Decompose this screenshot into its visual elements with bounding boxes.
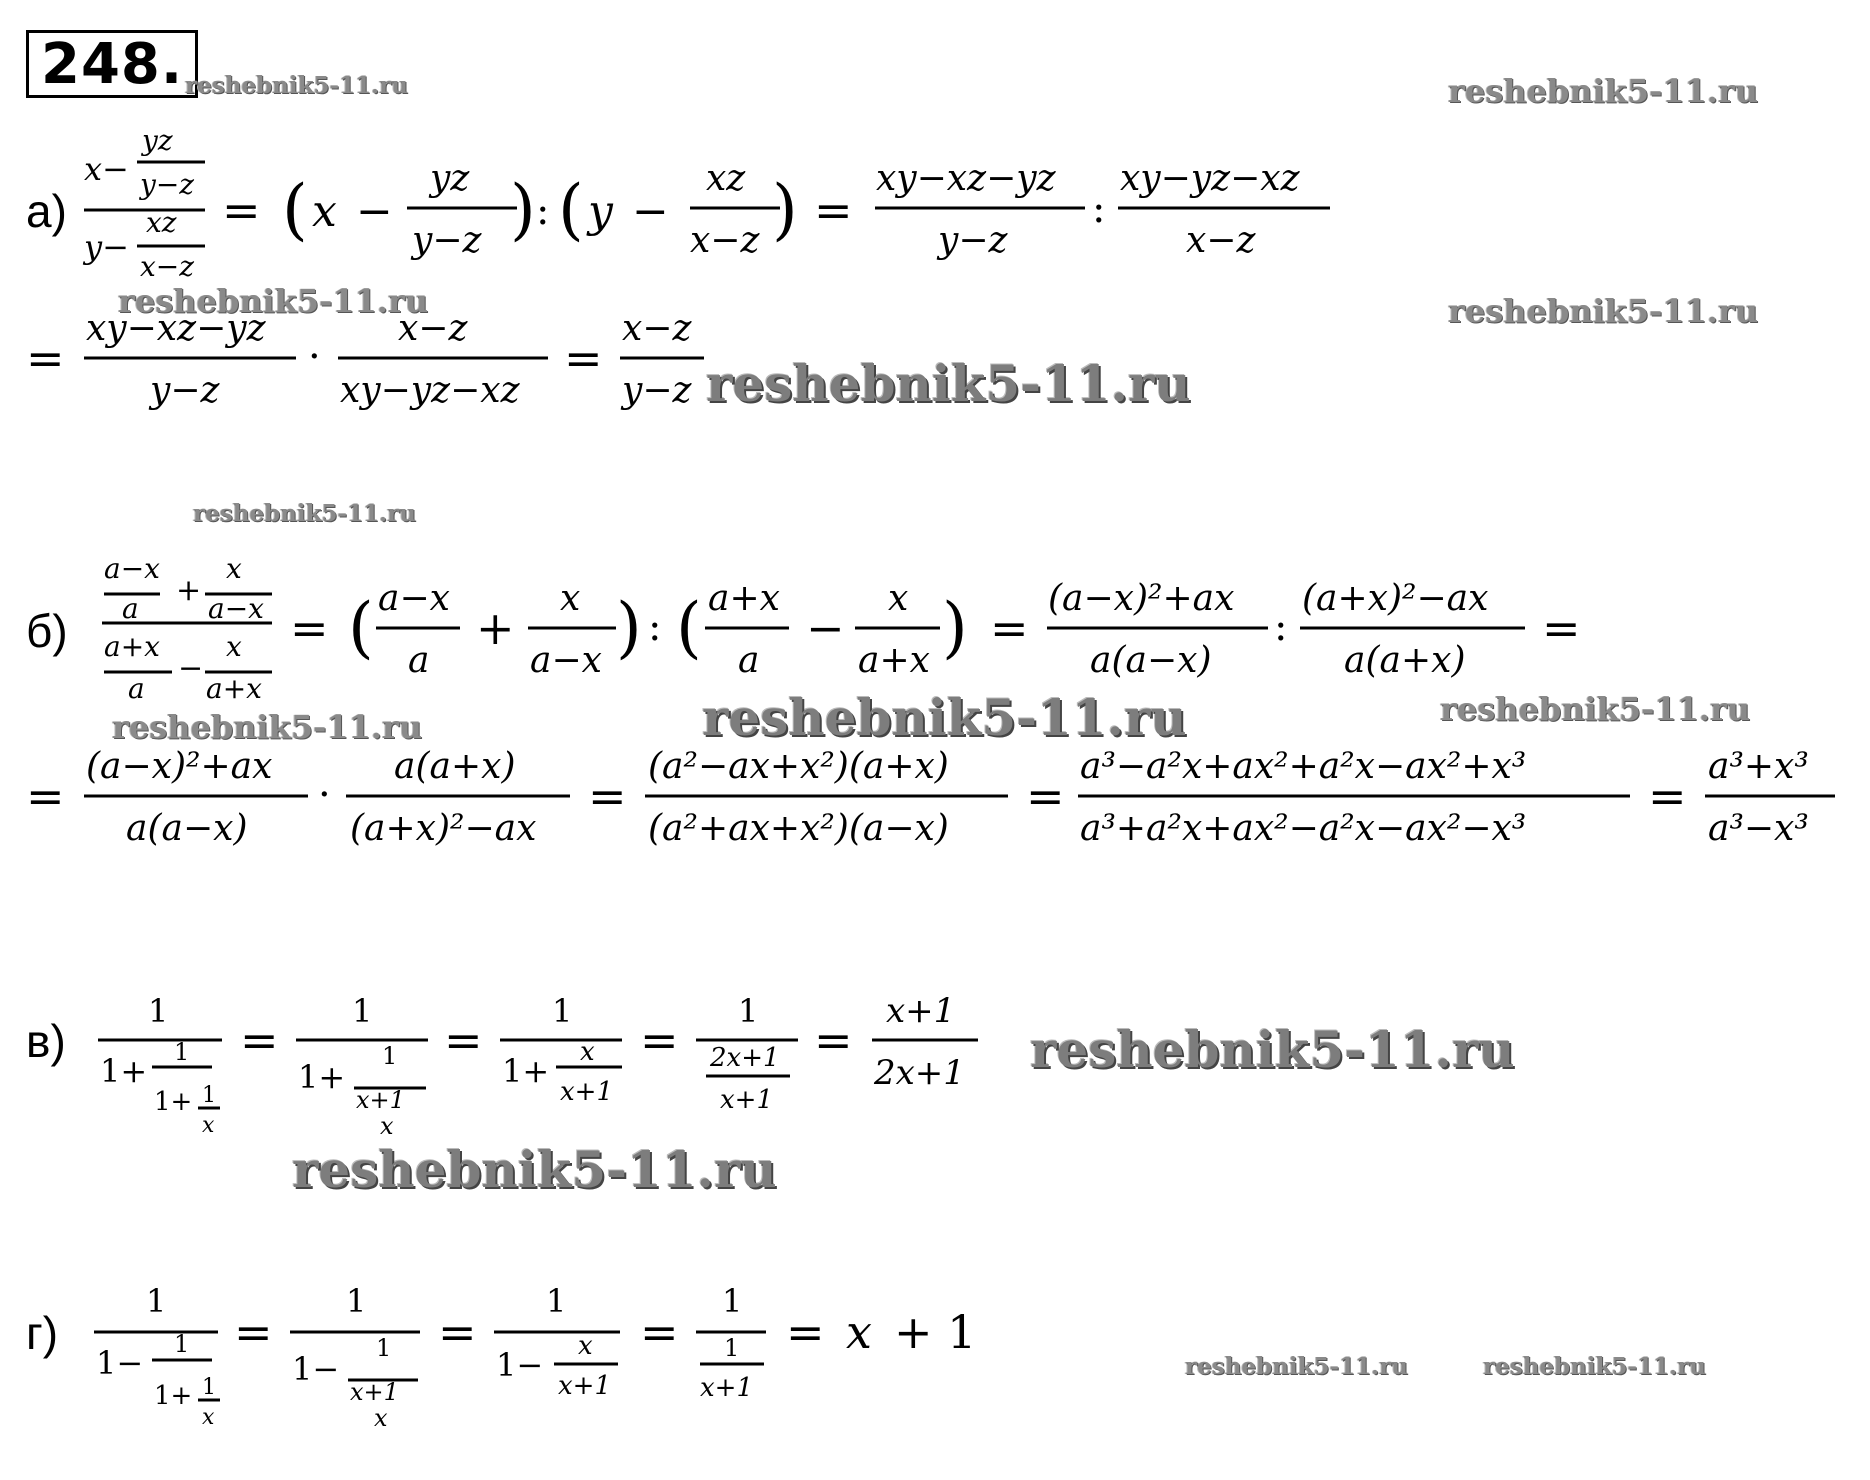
svg-text:a: a	[738, 640, 760, 681]
watermark: reshebnik5-11.ru	[1448, 292, 1759, 330]
svg-text:=: =	[786, 1305, 825, 1359]
svg-text:−: −	[632, 186, 669, 237]
svg-text:x: x	[226, 630, 242, 663]
svg-text:): )	[510, 171, 536, 248]
svg-text:1−: 1−	[96, 1344, 144, 1382]
svg-text:): )	[616, 589, 642, 666]
svg-text:(: (	[282, 171, 308, 248]
svg-text:x: x	[380, 1112, 394, 1140]
svg-text:a(a+x): a(a+x)	[394, 746, 516, 787]
svg-text:1: 1	[546, 1282, 567, 1320]
svg-text:x+1: x+1	[700, 1373, 753, 1403]
svg-text:yz: yz	[142, 124, 173, 157]
svg-text:yz: yz	[430, 158, 470, 199]
watermark: reshebnik5-11.ru	[1030, 1020, 1515, 1079]
part-b-label: б)	[26, 605, 68, 657]
svg-text:a(a−x): a(a−x)	[1090, 640, 1212, 681]
svg-text:·: ·	[318, 772, 331, 818]
svg-text:a³+a²x+ax²−a²x−ax²−x³: a³+a²x+ax²−a²x−ax²−x³	[1080, 808, 1527, 849]
part-a-label: а)	[26, 185, 67, 237]
svg-text:1: 1	[382, 1042, 398, 1070]
watermark: reshebnik5-11.ru	[1483, 1353, 1706, 1380]
svg-text:a+x: a+x	[104, 630, 160, 663]
svg-text:(a+x)²−ax: (a+x)²−ax	[1302, 578, 1489, 619]
svg-text:xy−xz−yz: xy−xz−yz	[86, 308, 266, 349]
svg-text:y: y	[588, 186, 613, 237]
svg-text:·: ·	[308, 334, 321, 380]
svg-text:1: 1	[202, 1083, 216, 1108]
svg-text:x: x	[312, 186, 337, 237]
part-v-label: в)	[26, 1015, 66, 1067]
svg-text:xz: xz	[706, 158, 746, 199]
svg-text:=: =	[1542, 601, 1581, 655]
svg-text:a: a	[128, 672, 145, 705]
svg-text:xz: xz	[146, 206, 177, 239]
svg-text:1: 1	[352, 992, 373, 1030]
svg-text::: :	[648, 604, 662, 650]
svg-text:=: =	[640, 1013, 679, 1067]
svg-text:(a−x)²+ax: (a−x)²+ax	[86, 746, 273, 787]
svg-text:1: 1	[722, 1282, 743, 1320]
watermark: reshebnik5-11.ru	[1448, 72, 1759, 110]
svg-text:): )	[942, 589, 968, 666]
svg-text:=: =	[290, 601, 329, 655]
svg-text:=: =	[564, 331, 603, 385]
svg-text:1: 1	[738, 992, 759, 1030]
svg-text:1−: 1−	[292, 1350, 340, 1388]
svg-text:x: x	[374, 1404, 388, 1432]
svg-text:x−z: x−z	[622, 308, 692, 349]
problem-number: 248.	[26, 30, 198, 98]
svg-text:y−: y−	[84, 228, 129, 266]
svg-text:=: =	[234, 1305, 273, 1359]
svg-text:x+1: x+1	[886, 991, 956, 1031]
svg-text:−: −	[178, 651, 204, 686]
svg-text:1: 1	[552, 992, 573, 1030]
svg-text:x+1: x+1	[350, 1378, 399, 1406]
svg-text:1: 1	[376, 1334, 392, 1362]
watermark: reshebnik5-11.ru	[1440, 690, 1751, 728]
svg-text:=: =	[444, 1013, 483, 1067]
watermark: reshebnik5-11.ru	[193, 500, 416, 527]
svg-text:a(a+x): a(a+x)	[1344, 640, 1466, 681]
svg-text:(a−x)²+ax: (a−x)²+ax	[1048, 578, 1235, 619]
svg-text:(: (	[558, 171, 584, 248]
svg-text:a+x: a+x	[206, 672, 262, 705]
svg-text:=: =	[1026, 769, 1065, 823]
svg-text:=: =	[438, 1305, 477, 1359]
svg-text:a−x: a−x	[530, 640, 602, 681]
part-g-label: г)	[26, 1307, 59, 1359]
svg-text:x+1: x+1	[560, 1077, 613, 1107]
svg-text:): )	[772, 171, 798, 248]
svg-text:=: =	[990, 601, 1029, 655]
svg-text:=: =	[26, 769, 65, 823]
svg-text:=: =	[1648, 769, 1687, 823]
svg-text:=: =	[588, 769, 627, 823]
svg-text:x−z: x−z	[398, 308, 468, 349]
svg-text:1+: 1+	[154, 1087, 193, 1117]
svg-text:a−x: a−x	[378, 578, 450, 619]
svg-text:1: 1	[174, 1038, 190, 1066]
svg-text:a: a	[122, 592, 139, 625]
svg-text:x−z: x−z	[690, 220, 760, 261]
svg-text:xy−xz−yz: xy−xz−yz	[876, 158, 1056, 199]
svg-text:x+1: x+1	[558, 1371, 611, 1401]
svg-text:y−z: y−z	[622, 370, 692, 411]
svg-text:1: 1	[202, 1375, 216, 1400]
svg-text:x−z: x−z	[1186, 220, 1256, 261]
svg-text:a+x: a+x	[708, 578, 780, 619]
svg-text:a: a	[408, 640, 430, 681]
svg-text:a−x: a−x	[208, 592, 264, 625]
svg-text:1: 1	[724, 1334, 740, 1362]
svg-text::: :	[1274, 604, 1288, 650]
watermark: reshebnik5-11.ru	[292, 1140, 777, 1199]
watermark: reshebnik5-11.ru	[112, 708, 423, 746]
watermark: reshebnik5-11.ru	[185, 72, 408, 99]
svg-text:x: x	[578, 1331, 593, 1361]
svg-text:x: x	[560, 578, 581, 619]
svg-text:(a+x)²−ax: (a+x)²−ax	[350, 808, 537, 849]
svg-text:x+1: x+1	[720, 1085, 773, 1115]
watermark: reshebnik5-11.ru	[1185, 1353, 1408, 1380]
svg-text:y−z: y−z	[938, 220, 1008, 261]
svg-text:+: +	[476, 601, 515, 655]
svg-text:x−z: x−z	[140, 250, 195, 283]
watermark: reshebnik5-11.ru	[702, 688, 1187, 747]
svg-text:a(a−x): a(a−x)	[126, 808, 248, 849]
watermark: reshebnik5-11.ru	[706, 354, 1191, 413]
svg-text:x: x	[846, 1305, 872, 1359]
svg-text:xy−yz−xz: xy−yz−xz	[1120, 158, 1300, 199]
svg-text:x: x	[888, 578, 909, 619]
svg-text:(: (	[676, 589, 702, 666]
svg-text:−: −	[356, 186, 393, 237]
svg-text:x+1: x+1	[356, 1086, 405, 1114]
svg-text:=: =	[814, 183, 853, 237]
svg-text::: :	[1092, 186, 1106, 232]
svg-text:1+: 1+	[502, 1052, 550, 1090]
svg-text:1: 1	[148, 992, 169, 1030]
svg-text:y−z: y−z	[412, 220, 482, 261]
svg-text:=: =	[640, 1305, 679, 1359]
svg-text:x: x	[202, 1405, 215, 1430]
svg-text:y−z: y−z	[150, 370, 220, 411]
svg-text:1−: 1−	[496, 1346, 544, 1384]
svg-text:1+: 1+	[100, 1052, 148, 1090]
svg-text:+: +	[176, 573, 202, 608]
svg-text:+ 1: + 1	[894, 1305, 977, 1359]
svg-text:xy−yz−xz: xy−yz−xz	[340, 370, 520, 411]
svg-text:=: =	[240, 1013, 279, 1067]
svg-text:1+: 1+	[298, 1058, 346, 1096]
svg-text:1: 1	[174, 1330, 190, 1358]
svg-text:(a²+ax+x²)(a−x): (a²+ax+x²)(a−x)	[648, 808, 949, 849]
svg-text:x: x	[202, 1113, 215, 1138]
svg-text:a³−x³: a³−x³	[1708, 808, 1809, 849]
svg-text:a³−a²x+ax²+a²x−ax²+x³: a³−a²x+ax²+a²x−ax²+x³	[1080, 746, 1527, 787]
svg-text:y−z: y−z	[140, 168, 195, 201]
svg-text:−: −	[806, 601, 845, 655]
svg-text:x: x	[580, 1037, 595, 1067]
svg-text:a+x: a+x	[858, 640, 930, 681]
svg-text:(a²−ax+x²)(a+x): (a²−ax+x²)(a+x)	[648, 746, 949, 787]
svg-text:1: 1	[346, 1282, 367, 1320]
svg-text:2x+1: 2x+1	[710, 1043, 780, 1073]
svg-text:1+: 1+	[154, 1381, 193, 1411]
svg-text:x: x	[226, 552, 242, 585]
svg-text:=: =	[222, 183, 261, 237]
svg-text:=: =	[26, 331, 65, 385]
svg-text::: :	[536, 188, 550, 234]
svg-text:a³+x³: a³+x³	[1708, 746, 1809, 787]
svg-text:x−: x−	[84, 150, 129, 188]
svg-text:2x+1: 2x+1	[874, 1053, 965, 1093]
svg-text:(: (	[348, 589, 374, 666]
svg-text:1: 1	[146, 1282, 167, 1320]
watermark: reshebnik5-11.ru	[118, 282, 429, 320]
svg-text:a−x: a−x	[104, 552, 160, 585]
svg-text:=: =	[814, 1013, 853, 1067]
